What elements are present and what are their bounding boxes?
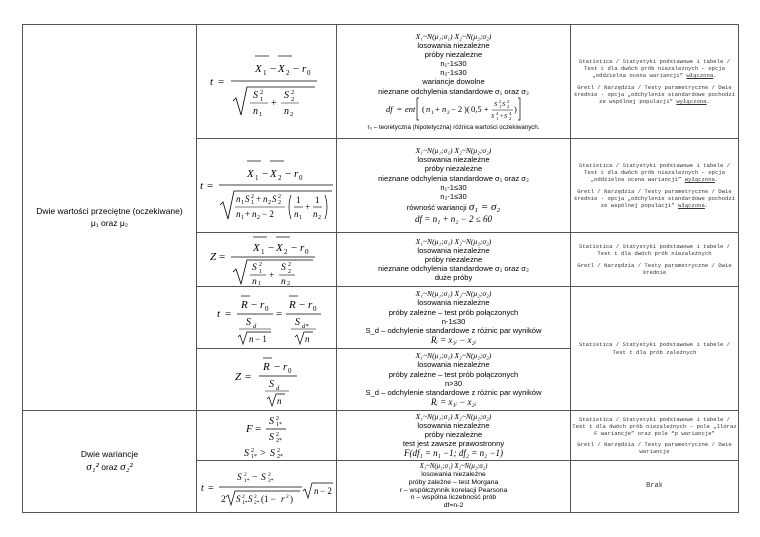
svg-text:n: n bbox=[283, 105, 289, 117]
svg-text:r: r bbox=[307, 298, 312, 311]
svg-text:0: 0 bbox=[287, 366, 291, 375]
svg-text:=: = bbox=[217, 75, 224, 88]
svg-text:0,5 +: 0,5 + bbox=[470, 103, 489, 114]
svg-text:X: X bbox=[246, 167, 254, 180]
svg-text:=: = bbox=[206, 179, 213, 192]
svg-text:d: d bbox=[252, 322, 256, 330]
svg-text:2: 2 bbox=[267, 199, 271, 206]
svg-text:−: − bbox=[267, 241, 274, 254]
svg-text:−: − bbox=[298, 298, 305, 311]
svg-text:S: S bbox=[283, 89, 289, 101]
svg-text:−: − bbox=[290, 241, 297, 254]
condition-line: próby zależne – test prób połączonych bbox=[388, 369, 519, 379]
svg-text:0: 0 bbox=[304, 247, 308, 256]
condition-line: df=n-2 bbox=[443, 502, 464, 510]
option-state-off: wyłączona bbox=[684, 176, 715, 184]
svg-text:n: n bbox=[252, 105, 258, 117]
svg-text:+: + bbox=[244, 208, 250, 219]
degrees-of-freedom-formula bbox=[337, 96, 570, 124]
condition-line: S_d – odchylenie standardowe z różnic par wyników bbox=[365, 387, 542, 397]
svg-text:S: S bbox=[269, 447, 275, 459]
svg-text:S: S bbox=[501, 100, 505, 108]
condition-line: próby niezależne bbox=[424, 164, 483, 174]
svg-text:2: 2 bbox=[250, 193, 254, 200]
svg-text:1: 1 bbox=[258, 110, 262, 118]
conditions-cell bbox=[337, 25, 571, 139]
svg-text:+: + bbox=[499, 112, 504, 120]
svg-text:1*: 1* bbox=[250, 453, 257, 460]
svg-text:=: = bbox=[275, 307, 282, 320]
svg-text:=: = bbox=[244, 370, 251, 383]
svg-text:S: S bbox=[251, 262, 257, 273]
no-software-note: Brak bbox=[646, 482, 663, 491]
svg-text:1: 1 bbox=[257, 280, 261, 286]
svg-text:2: 2 bbox=[317, 214, 321, 221]
formula-t-morgan bbox=[199, 464, 335, 510]
svg-text:1: 1 bbox=[240, 214, 244, 221]
condition-line: losowania niezależne bbox=[417, 298, 490, 308]
svg-text:r: r bbox=[282, 360, 287, 373]
svg-text:2: 2 bbox=[275, 415, 279, 422]
svg-text:df: df bbox=[385, 103, 393, 114]
svg-text:2: 2 bbox=[290, 88, 294, 96]
svg-text:S: S bbox=[268, 431, 274, 443]
svg-text:−: − bbox=[273, 360, 280, 373]
svg-text:2: 2 bbox=[287, 268, 291, 275]
svg-text:+: + bbox=[255, 193, 261, 204]
svg-text:S: S bbox=[244, 193, 249, 204]
svg-text:2*: 2* bbox=[267, 477, 273, 484]
conditions-cell bbox=[337, 287, 571, 349]
condition-line: nieznane odchylenia standardowe σ₁ oraz σ₂ bbox=[378, 173, 529, 183]
svg-text:2: 2 bbox=[267, 471, 271, 478]
option-state-off: wyłączona bbox=[676, 97, 707, 105]
svg-text:2*: 2* bbox=[253, 499, 259, 506]
svg-text:1: 1 bbox=[250, 199, 254, 206]
svg-text:2: 2 bbox=[241, 493, 245, 500]
group-two-means-subtitle: μ₁ oraz μ₂ bbox=[90, 217, 129, 228]
svg-text:S: S bbox=[235, 493, 240, 504]
condition-line: losowania niezależne bbox=[417, 40, 490, 50]
svg-text:>: > bbox=[259, 447, 266, 459]
svg-text:1: 1 bbox=[295, 194, 300, 205]
svg-text:2*: 2* bbox=[276, 453, 283, 460]
svg-text:n: n bbox=[312, 208, 317, 219]
svg-text:S: S bbox=[294, 316, 300, 328]
formula-cell bbox=[197, 139, 337, 233]
svg-text:1: 1 bbox=[259, 95, 263, 103]
option-state-on: włączona bbox=[686, 72, 714, 80]
degrees-of-freedom-formula: F(df₁ = n₁ −1; df₂ = n₂ −1) bbox=[403, 448, 504, 459]
svg-text:r: r bbox=[301, 62, 306, 75]
svg-text:Z: Z bbox=[209, 250, 216, 263]
svg-text:X: X bbox=[269, 167, 277, 180]
svg-text:R: R bbox=[288, 298, 296, 311]
svg-text:n: n bbox=[276, 395, 281, 406]
svg-text:2: 2 bbox=[276, 447, 280, 454]
software-cell bbox=[571, 461, 739, 513]
svg-text:): ) bbox=[289, 493, 293, 504]
condition-line: próby zależne – test prób połączonych bbox=[388, 307, 519, 317]
svg-text:0: 0 bbox=[264, 304, 268, 313]
statistica-instructions: Statistica / Statystyki podstawowe i tabele / Test t dla dwóch prób niezależnych bbox=[578, 243, 731, 258]
condition-line: nieznane odchylenia standardowe σ₁ oraz σ₂ bbox=[378, 86, 529, 96]
condition-line: n₂-1≤30 bbox=[440, 68, 467, 78]
conditions-cell bbox=[337, 139, 571, 233]
svg-text:2: 2 bbox=[506, 98, 509, 104]
formula-cell bbox=[197, 233, 337, 287]
condition-line: próby niezależne bbox=[424, 254, 483, 264]
gretl-instructions: Gretl / Narzędzia / Testy parametryczne / Dwie średnie - opcja „odchylenie standardowe pochodzi ze wspólnej populacji” włączona. bbox=[573, 187, 736, 209]
svg-text:2: 2 bbox=[253, 493, 257, 500]
group-two-variances-symbols: σ₁² oraz σ₂² bbox=[86, 460, 133, 473]
gretl-instructions: Gretl / Narzędzia / Testy parametryczne / Dwie średnie bbox=[577, 261, 732, 276]
statistica-instructions: Statistica / Statystyki podstawowe i tabele / Test t dla prób zależnych bbox=[578, 341, 731, 356]
svg-text:2: 2 bbox=[275, 431, 279, 438]
distribution-line: X₁~N(μ₁;σ₁) X₂~N(μ₂;σ₂) bbox=[415, 31, 492, 41]
option-state-on: włączona bbox=[678, 201, 705, 209]
svg-text:1: 1 bbox=[298, 214, 302, 221]
group-two-variances-title: Dwie wariancje bbox=[80, 448, 139, 459]
svg-text:+: + bbox=[268, 270, 274, 281]
svg-text:S: S bbox=[490, 112, 494, 120]
statistica-instructions: Statistica / Statystyki podstawowe i tabele / Test t dla dwóch prób niezależnych – pole „Iloraz F wariancje” oraz pole “p wariancje” bbox=[572, 415, 737, 437]
svg-text:r: r bbox=[280, 493, 285, 504]
formula-cell bbox=[197, 287, 337, 349]
group-two-means-title: Dwie wartości przeciętne (oczekiwane) bbox=[36, 206, 183, 217]
svg-text:t: t bbox=[216, 307, 220, 320]
svg-text:2: 2 bbox=[289, 110, 293, 118]
svg-text:n: n bbox=[304, 333, 309, 344]
svg-text:F: F bbox=[245, 422, 253, 435]
condition-line: nieznane odchylenia standardowe σ₁ oraz σ₂ bbox=[378, 264, 529, 274]
svg-text:0: 0 bbox=[312, 304, 316, 313]
software-cell bbox=[571, 287, 739, 411]
condition-line: próby niezależne bbox=[424, 430, 483, 440]
svg-text:=: = bbox=[254, 422, 261, 435]
svg-text:0: 0 bbox=[298, 173, 302, 182]
svg-text:2*: 2* bbox=[275, 437, 282, 444]
svg-text:1: 1 bbox=[314, 194, 319, 205]
difference-definition: Rᵢ = x₁ᵢ − x₂ᵢ bbox=[430, 334, 477, 345]
condition-line: n – wspólna liczebność prób bbox=[410, 494, 497, 502]
svg-text:S: S bbox=[493, 100, 497, 108]
formula-t-unequal-variances bbox=[207, 45, 327, 119]
svg-text:1: 1 bbox=[262, 68, 266, 77]
svg-text:t: t bbox=[199, 179, 203, 192]
svg-text:+: + bbox=[304, 201, 310, 212]
svg-text:+: + bbox=[434, 103, 440, 114]
svg-text:n: n bbox=[441, 103, 446, 114]
formula-cell bbox=[197, 25, 337, 139]
condition-line: S_d – odchylenie standardowe z różnic par wyników bbox=[365, 325, 542, 335]
conditions-cell bbox=[337, 411, 571, 461]
svg-text:X: X bbox=[254, 62, 262, 75]
svg-text:n: n bbox=[235, 208, 240, 219]
svg-text:1: 1 bbox=[495, 115, 498, 121]
statistica-instructions: Statistica / Statystyki podstawowe i tabele / Test t dla dwóch prób niezależnych – opcja „oddzielna ocena wariancji” wyłączona. bbox=[578, 162, 731, 184]
svg-text:r: r bbox=[299, 241, 304, 254]
svg-text:− 2: − 2 bbox=[261, 208, 274, 219]
svg-text:n: n bbox=[293, 208, 298, 219]
distribution-line: X₁~N(μ₁;σ₁) X₂~N(μ₂;σ₂) bbox=[415, 351, 492, 361]
condition-line: wariancje dowolne bbox=[422, 77, 485, 87]
svg-text:t: t bbox=[209, 75, 213, 88]
svg-text:− 2: − 2 bbox=[450, 103, 462, 114]
svg-text:n: n bbox=[251, 276, 257, 286]
formula-t-paired-small bbox=[207, 290, 327, 346]
condition-line: n₂-1≤30 bbox=[440, 191, 467, 201]
svg-text:1*: 1* bbox=[243, 477, 249, 484]
svg-text:ent: ent bbox=[404, 103, 415, 114]
degrees-of-freedom-formula: df = n₁ + n₂ − 2 ≤ 60 bbox=[415, 214, 492, 225]
statistica-instructions: Statistica / Statystyki podstawowe i tabele / Test t dla dwóch prób niezależnych – opcja „oddzielna ocena wariancji” włączona. bbox=[578, 58, 731, 80]
svg-text:2: 2 bbox=[277, 199, 281, 206]
svg-text:1: 1 bbox=[240, 199, 244, 206]
svg-text:r: r bbox=[259, 298, 264, 311]
svg-text:n: n bbox=[262, 193, 267, 204]
svg-text:r: r bbox=[293, 167, 298, 180]
svg-text:2: 2 bbox=[290, 95, 294, 103]
condition-line: n₁-1≤30 bbox=[440, 182, 467, 192]
svg-text:R: R bbox=[240, 298, 248, 311]
distribution-line: X₁~N(μ₁;σ₁) X₂~N(μ₂;σ₂) bbox=[415, 236, 492, 246]
formula-cell bbox=[197, 411, 337, 461]
svg-text:2: 2 bbox=[250, 447, 254, 454]
svg-text:2: 2 bbox=[287, 261, 291, 268]
svg-text:S: S bbox=[247, 493, 252, 504]
svg-text:2: 2 bbox=[256, 214, 260, 221]
svg-text:+: + bbox=[270, 97, 277, 109]
svg-text:− 1: − 1 bbox=[254, 333, 267, 344]
df-welch-formula-graphic bbox=[384, 96, 524, 122]
svg-text:S: S bbox=[245, 316, 251, 328]
svg-text:S: S bbox=[268, 415, 274, 427]
svg-text:=: = bbox=[224, 307, 231, 320]
svg-text:2: 2 bbox=[283, 247, 287, 256]
svg-text:S: S bbox=[236, 472, 242, 483]
software-cell bbox=[571, 139, 739, 233]
svg-text:n: n bbox=[248, 333, 253, 344]
difference-definition: Rᵢ = x₁ᵢ − x₂ᵢ bbox=[430, 396, 477, 407]
svg-text:2: 2 bbox=[277, 173, 281, 182]
svg-text:2: 2 bbox=[243, 471, 247, 478]
conditions-cell bbox=[337, 461, 571, 513]
svg-text:X: X bbox=[277, 62, 285, 75]
svg-text:2: 2 bbox=[508, 115, 511, 121]
svg-text:R: R bbox=[262, 360, 270, 373]
svg-text:− 2: − 2 bbox=[319, 485, 332, 496]
svg-text:−: − bbox=[261, 167, 268, 180]
svg-text:1: 1 bbox=[430, 109, 434, 116]
svg-text:X: X bbox=[252, 241, 260, 254]
svg-text:=: = bbox=[218, 250, 225, 263]
svg-text:−: − bbox=[250, 298, 257, 311]
svg-text:−: − bbox=[292, 62, 299, 75]
group-two-means bbox=[23, 25, 197, 411]
condition-line: losowania niezależne bbox=[417, 245, 490, 255]
svg-text:2: 2 bbox=[258, 261, 262, 268]
condition-line: test jest zawsze prawostronny bbox=[402, 439, 505, 449]
svg-text:S: S bbox=[252, 89, 258, 101]
svg-text:2: 2 bbox=[498, 98, 501, 104]
variance-equality-symbol: σ₁ = σ₂ bbox=[468, 200, 501, 213]
distribution-line: X₁~N(μ₁;σ₁) X₂~N(μ₂;σ₂) bbox=[415, 411, 492, 421]
gretl-instructions: Gretl / Narzędzia / Testy parametryczne / Dwie średnie - opcja „odchylenie standardowe pochodzi ze wspólnej populacji” wyłączona. bbox=[573, 83, 736, 105]
svg-text:−: − bbox=[284, 167, 291, 180]
svg-text:2: 2 bbox=[446, 109, 450, 116]
svg-text:2: 2 bbox=[286, 280, 290, 286]
formula-cell bbox=[197, 461, 337, 513]
svg-text:): ) bbox=[513, 103, 517, 114]
svg-text:X: X bbox=[275, 241, 283, 254]
software-cell bbox=[571, 25, 739, 139]
formula-cell bbox=[197, 349, 337, 411]
formula-f-test bbox=[222, 412, 312, 460]
distribution-line: X₁~N(μ₁;σ₁) X₂~N(μ₂;σ₂) bbox=[415, 146, 492, 156]
svg-text:)(: )( bbox=[463, 103, 470, 114]
formula-z-large-samples bbox=[207, 234, 327, 286]
svg-text:2: 2 bbox=[285, 68, 289, 77]
svg-text:n: n bbox=[280, 276, 286, 286]
statistical-tests-table bbox=[22, 24, 739, 513]
svg-text:−: − bbox=[269, 62, 276, 75]
svg-text:S: S bbox=[280, 262, 286, 273]
svg-text:S: S bbox=[243, 447, 249, 459]
svg-text:n: n bbox=[313, 485, 318, 496]
condition-line: n-1≤30 bbox=[441, 316, 466, 326]
svg-text:S: S bbox=[268, 378, 274, 390]
svg-text:S: S bbox=[260, 472, 266, 483]
svg-text:d*: d* bbox=[301, 322, 308, 330]
svg-text:−: − bbox=[251, 472, 257, 483]
condition-line: próby zależne – test Morgana bbox=[408, 478, 499, 486]
table-row bbox=[23, 25, 739, 139]
condition-line: losowania niezależne bbox=[421, 470, 486, 478]
svg-text:2: 2 bbox=[506, 103, 509, 109]
svg-text:1: 1 bbox=[498, 103, 501, 109]
distribution-line: X₁~N(μ₁;σ₁) X₂~N(μ₂;σ₂) bbox=[419, 463, 488, 471]
condition-line: duże próby bbox=[434, 273, 473, 283]
svg-text:2: 2 bbox=[259, 88, 263, 96]
svg-text:S: S bbox=[271, 193, 276, 204]
note-r0: r₀ – teoretyczna (hipotetyczna) różnica wartości oczekiwanych. bbox=[367, 123, 540, 131]
condition-line: r – współczynnik korelacji Pearsona bbox=[399, 486, 508, 494]
gretl-instructions: Gretl / Narzędzia / Testy parametryczne / Dwie wariancje bbox=[577, 441, 732, 456]
table-row bbox=[23, 411, 739, 461]
svg-text:4: 4 bbox=[495, 110, 498, 116]
svg-text:d: d bbox=[275, 384, 279, 392]
svg-text:=: = bbox=[396, 103, 402, 114]
condition-line: n>30 bbox=[444, 378, 463, 388]
svg-text:1: 1 bbox=[254, 173, 258, 182]
svg-text:1*: 1* bbox=[275, 421, 282, 428]
group-two-variances bbox=[23, 411, 197, 513]
svg-text:n: n bbox=[251, 208, 256, 219]
svg-text:n: n bbox=[425, 103, 430, 114]
svg-text:S: S bbox=[503, 112, 507, 120]
svg-text:n: n bbox=[235, 193, 240, 204]
condition-line: losowania niezależne bbox=[417, 360, 490, 370]
svg-text:1: 1 bbox=[260, 247, 264, 256]
software-cell bbox=[571, 233, 739, 287]
svg-text:t: t bbox=[200, 482, 204, 494]
distribution-line: X₁~N(μ₁;σ₁) X₂~N(μ₂;σ₂) bbox=[415, 289, 492, 299]
condition-line: losowania niezależne bbox=[417, 420, 490, 430]
formula-t-equal-variances bbox=[199, 149, 335, 223]
svg-text:1: 1 bbox=[258, 268, 262, 275]
conditions-cell bbox=[337, 349, 571, 411]
svg-text:0: 0 bbox=[306, 68, 310, 77]
svg-text:2: 2 bbox=[277, 193, 281, 200]
svg-text:4: 4 bbox=[508, 110, 511, 116]
condition-line: losowania niezależne bbox=[417, 155, 490, 165]
condition-line: n₁-1≤30 bbox=[440, 59, 467, 69]
svg-text:1*: 1* bbox=[241, 499, 247, 506]
conditions-cell bbox=[337, 233, 571, 287]
svg-text:Z: Z bbox=[234, 370, 241, 383]
formula-z-paired-large bbox=[217, 352, 317, 408]
svg-text:=: = bbox=[207, 482, 214, 494]
condition-line: próby niezależne bbox=[424, 50, 483, 60]
svg-text:(1 −: (1 − bbox=[260, 493, 276, 504]
svg-text:(: ( bbox=[421, 103, 425, 114]
svg-text:2: 2 bbox=[285, 493, 289, 500]
condition-line: równość wariancji σ₁ = σ₂ bbox=[406, 200, 501, 213]
svg-text:2: 2 bbox=[220, 494, 226, 505]
software-cell bbox=[571, 411, 739, 461]
